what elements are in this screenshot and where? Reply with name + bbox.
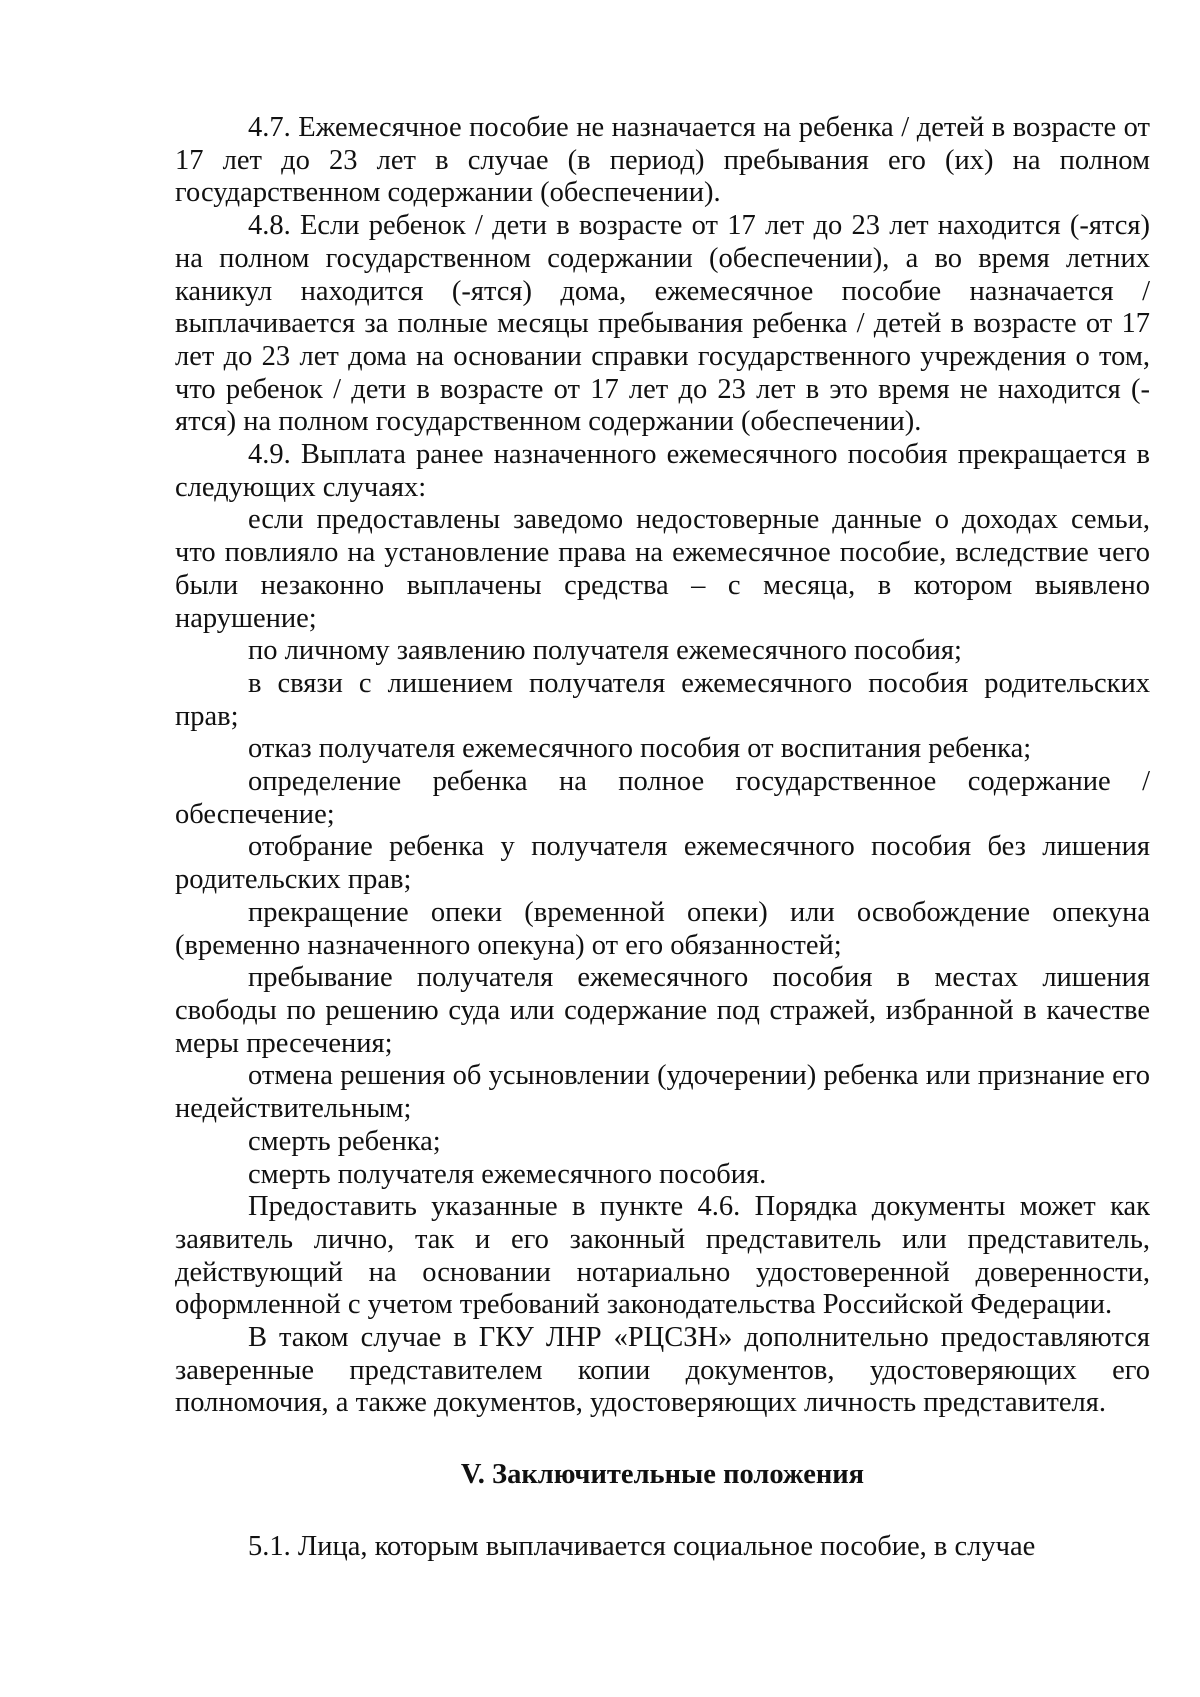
list-item-refusal-upbringing: отказ получателя ежемесячного пособия от воспитания ребенка; bbox=[248, 733, 1032, 765]
list-item-guardianship-end: прекращение опеки (временной опеки) или освобождение опекуна (временно назначенного опекуна) от его обязанностей; bbox=[175, 896, 1150, 961]
paragraph-representative-copies: В таком случае в ГКУ ЛНР «РЦСЗН» дополнительно предоставляются заверенные представителем копии документов, удостоверяющих его полномочия, а также документов, удостоверяющих личность представителя. bbox=[175, 1322, 1150, 1419]
list-item-child-removal: отобрание ребенка у получателя ежемесячного пособия без лишения родительских прав; bbox=[175, 831, 1150, 896]
paragraph-documents-submission: Предоставить указанные в пункте 4.6. Порядка документы может как заявитель лично, так и его законный представитель или представитель, действующий на основании нотариально удостоверенной доверенности, оформленной с учетом требований законодательства Российской Федерации. bbox=[175, 1191, 1150, 1321]
paragraph-5-1: 5.1. Лица, которым выплачивается социальное пособие, в случае bbox=[248, 1530, 1036, 1562]
list-item-state-support: определение ребенка на полное государственное содержание / обеспечение; bbox=[175, 766, 1150, 830]
paragraph-4-9: 4.9. Выплата ранее назначенного ежемесячного пособия прекращается в следующих случаях: bbox=[175, 439, 1150, 503]
paragraph-4-7: 4.7. Ежемесячное пособие не назначается на ребенка / детей в возрасте от 17 лет до 23 лет в случае (в период) пребывания его (их) на полном государственном содержании (обеспечении). bbox=[175, 112, 1150, 209]
list-item-deprivation-rights: в связи с лишением получателя ежемесячного пособия родительских прав; bbox=[175, 667, 1150, 732]
spacer bbox=[175, 1420, 1150, 1459]
list-item-imprisonment: пребывание получателя ежемесячного пособия в местах лишения свободы по решению суда или содержание под стражей, избранной в качестве меры пресечения; bbox=[175, 962, 1150, 1059]
list-item-child-death: смерть ребенка; bbox=[248, 1125, 441, 1157]
document-body bbox=[175, 112, 1150, 1564]
section-heading: V. Заключительные положения bbox=[460, 1459, 865, 1491]
list-item-personal-request: по личному заявлению получателя ежемесячного пособия; bbox=[248, 635, 962, 667]
spacer bbox=[175, 1492, 1150, 1531]
list-item-adoption-cancel: отмена решения об усыновлении (удочерении) ребенка или признание его недействительным; bbox=[175, 1060, 1150, 1125]
paragraph-4-8: 4.8. Если ребенок / дети в возрасте от 17 лет до 23 лет находится (-ятся) на полном государственном содержании (обеспечении), а во время летних каникул находится (-ятся) дома, ежемесячное пособие назначается / выплачивается за полные месяцы пребывания ребенка / детей в возрасте от 17 лет до 23 лет дома на основании справки государственного учреждения о том, что ребенок / дети в возрасте от 17 лет до 23 лет в это время не находится (-ятся) на полном государственном содержании (обеспечении). bbox=[175, 210, 1150, 438]
list-item-false-data: если предоставлены заведомо недостоверные данные о доходах семьи, что повлияло на установление права на ежемесячное пособие, вследствие чего были незаконно выплачены средства – с месяца, в котором выявлено нарушение; bbox=[175, 504, 1150, 634]
list-item-recipient-death: смерть получателя ежемесячного пособия. bbox=[248, 1158, 767, 1190]
